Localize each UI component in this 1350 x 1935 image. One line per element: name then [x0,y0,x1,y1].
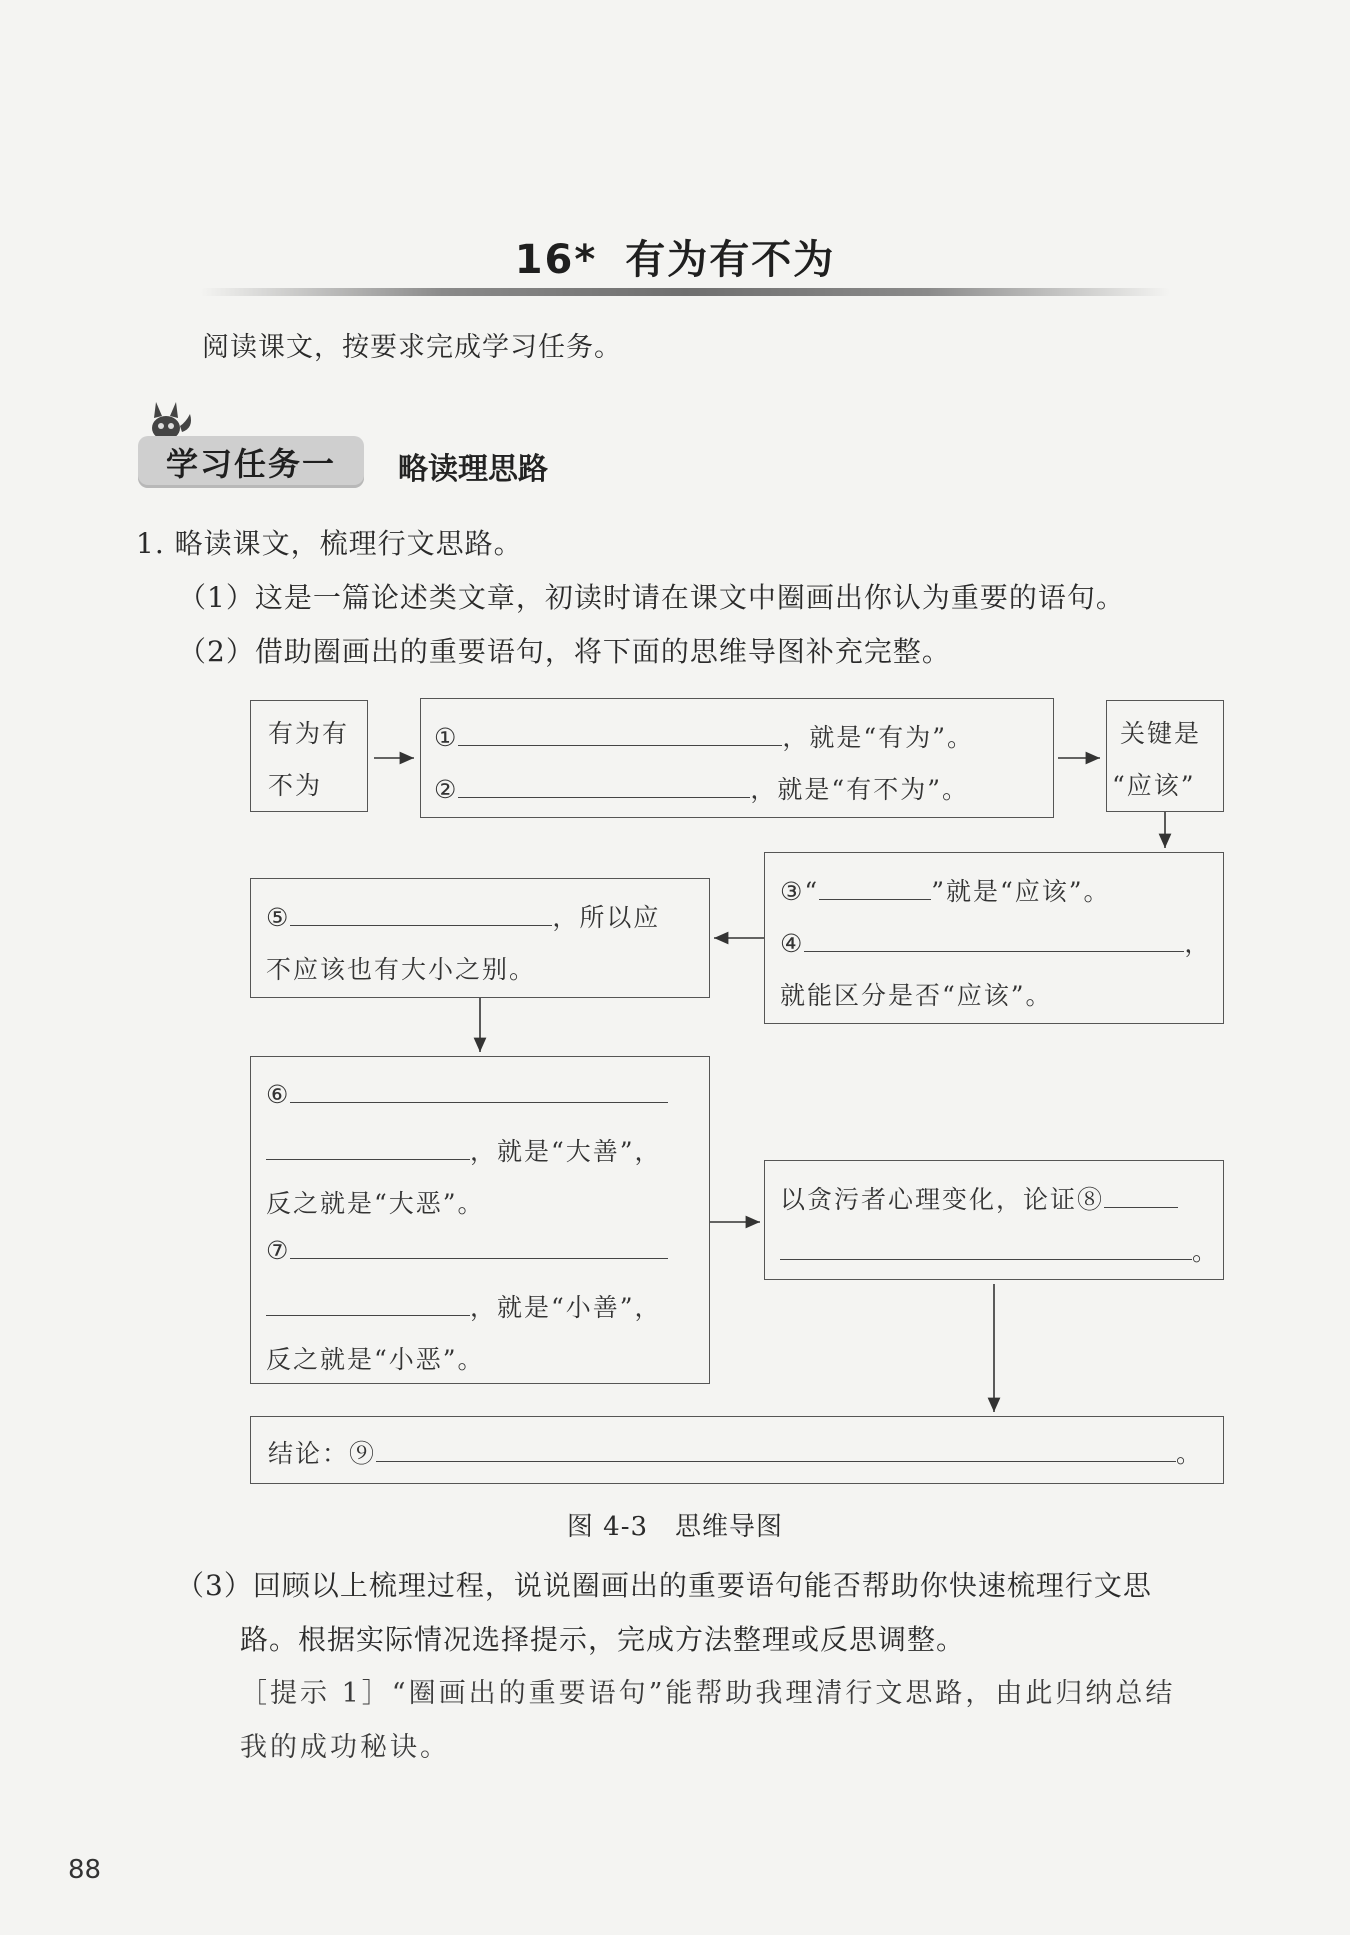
question-1-item-2: （2）借助圈画出的重要语句，将下面的思维导图补充完整。 [178,635,951,668]
box1-line-2-end: ，就是“有不为”。 [750,775,969,804]
blank-number-2: ② [434,775,459,804]
question-1-title: 1. 略读课文，梳理行文思路。 [136,527,523,560]
hint-1-line-2: 我的成功秘诀。 [240,1732,450,1763]
box3-line-3: 就能区分是否“应该”。 [780,981,1053,1010]
topic-line-2: 不为 [268,771,323,800]
box3-comma: ， [1184,929,1212,958]
blank-number-3: ③ [780,877,805,906]
box7-line-2-end: ，就是“小善”， [470,1293,662,1322]
box7-line-3: 反之就是“小恶”。 [266,1345,485,1374]
box6-line-3: 反之就是“大恶”。 [266,1189,485,1218]
lesson-name: 有为有不为 [625,237,836,283]
box3-line-1-end: ”就是“应该”。 [931,877,1111,906]
box6-line-2-end: ，就是“大善”， [470,1137,662,1166]
question-1-item-3-line-2: 路。根据实际情况选择提示，完成方法整理或反思调整。 [240,1623,966,1656]
box8-line-1-text: 以贪污者心理变化，论证⑧ [780,1185,1105,1214]
key-line-2: “应该” [1112,771,1196,800]
box5-line-1-end: ，所以应 [552,903,661,932]
intro-text: 阅读课文，按要求完成学习任务。 [202,332,622,363]
figure-caption: 图 4-3 思维导图 [566,1512,784,1542]
lesson-number: 16* [514,237,598,283]
topic-line-1: 有为有 [268,719,350,748]
task-badge: 学习任务一 [138,436,364,488]
blank-number-5: ⑤ [266,903,291,932]
conclusion-end: 。 [1176,1439,1204,1468]
key-line-1: 关键是 [1120,719,1202,748]
box1-line-1-end: ，就是“有为”。 [782,723,974,752]
page-number: 88 [68,1855,102,1885]
question-1-item-1: （1）这是一篇论述类文章，初读时请在课文中圈画出你认为重要的语句。 [178,581,1125,614]
blank-number-1: ① [434,723,459,752]
box5-line-2: 不应该也有大小之别。 [266,955,537,984]
hint-1-line-1: ［提示 1］“圈画出的重要语句”能帮助我理清行文思路，由此归纳总结 [240,1678,1176,1709]
blank-number-6: ⑥ [266,1080,291,1109]
question-1-item-3-line-1: （3）回顾以上梳理过程，说说圈画出的重要语句能否帮助你快速梳理行文思 [176,1569,1152,1602]
task-name: 略读理思路 [398,452,548,487]
box8-end: 。 [1192,1237,1220,1266]
blank-number-4: ④ [780,929,805,958]
conclusion-label: 结论：⑨ [268,1439,377,1468]
blank-number-7: ⑦ [266,1236,291,1265]
box3-open-quote: “ [804,877,820,906]
